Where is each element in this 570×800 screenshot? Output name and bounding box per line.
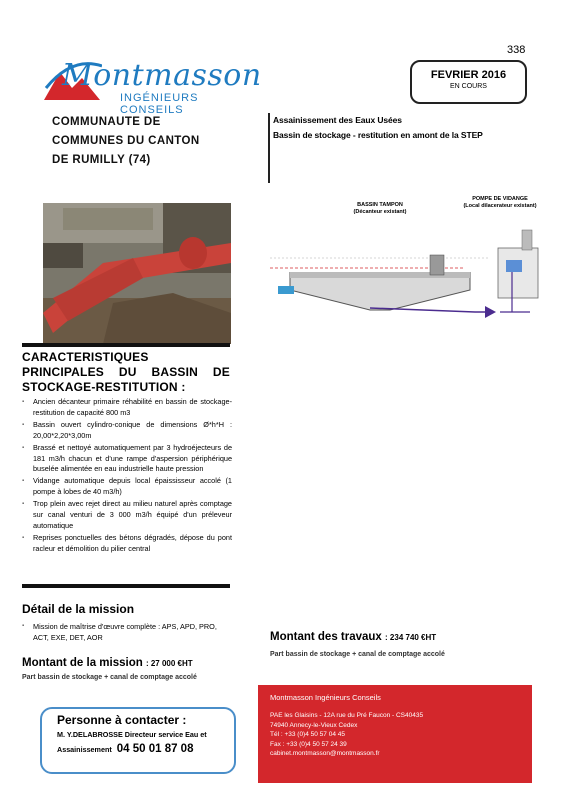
works-amount-heading — [270, 631, 436, 643]
client-line: COMMUNES DU CANTON — [52, 135, 200, 147]
characteristics-list — [22, 397, 232, 556]
contact-role-line — [57, 743, 193, 755]
list-item: ▪ Ancien décanteur primaire réhabilité en bassin de stockage-restitution de capacité 800 m3 — [22, 397, 232, 419]
list-item: ▪ Mission de maîtrise d'œuvre complète : APS, APD, PRO, ACT, EXE, DET, AOR — [22, 621, 232, 643]
project-status: EN COURS — [450, 83, 487, 90]
company-address-2: 74940 Annecy-le-Vieux Cedex — [270, 721, 358, 729]
section-divider — [22, 584, 230, 588]
mission-title: Détail de la mission — [22, 602, 135, 616]
diagram-left-subtitle: (Décanteur existant) — [353, 209, 407, 215]
diagram-right-subtitle: (Local dilacerateur existant) — [463, 203, 537, 209]
tank-cross-section — [260, 200, 550, 332]
mission-amount-detail: Part bassin de stockage + canal de comptage accolé — [22, 674, 197, 681]
project-title-block — [268, 113, 528, 183]
mission-amount-label: Montant de la mission — [22, 657, 143, 669]
list-item: ▪ Vidange automatique depuis local épaississeur accolé (1 pompe à lobes de 40 m3/h) — [22, 476, 232, 498]
characteristics-title: CARACTERISTIQUES PRINCIPALES DU BASSIN DE STOCKAGE-RESTITUTION : — [22, 350, 230, 394]
section-divider — [22, 343, 230, 347]
list-item: ▪ Brassé et nettoyé automatiquement par 3 hydroéjecteurs de 181 m3/h chacun et d'une rampe d'aspersion périphérique buselée alimentée en eau industrielle haute pression — [22, 443, 232, 476]
project-category: Assainissement des Eaux Usées — [273, 115, 402, 125]
contact-role: Assainissement — [57, 745, 112, 754]
works-amount-detail: Part bassin de stockage + canal de comptage accolé — [270, 651, 445, 658]
logo-subtitle: INGÉNIEURS CONSEILS — [120, 92, 199, 116]
company-tel[interactable]: Tél : +33 (0)4 50 57 04 45 — [270, 731, 345, 738]
page-number: 338 — [507, 44, 526, 56]
company-info-box — [258, 685, 532, 783]
diagram-right-title: POMPE DE VIDANGE — [472, 196, 528, 202]
list-item: ▪ Trop plein avec rejet direct au milieu naturel après comptage sur canal venturi de 3 000 m3/h équipé d'un préleveur automatique — [22, 499, 232, 532]
mission-list — [22, 621, 232, 643]
tank-diagram — [260, 196, 550, 332]
works-amount-label: Montant des travaux — [270, 631, 382, 643]
list-item: ▪ Bassin ouvert cylindro-conique de dimensions Ø*h*H : 20,00*2,20*3,00m — [22, 420, 232, 442]
company-logo — [42, 58, 262, 116]
client-name — [52, 113, 252, 170]
company-email[interactable]: cabinet.montmasson@montmasson.fr — [270, 750, 380, 757]
contact-name: M. Y.DELABROSSE Directeur service Eau et — [57, 730, 207, 739]
project-date: FEVRIER 2016 — [430, 69, 507, 81]
mission-amount-value: : 27 000 €HT — [145, 659, 193, 668]
diagram-left-title: BASSIN TAMPON — [357, 202, 403, 208]
works-amount-value: : 234 740 €HT — [385, 633, 437, 642]
client-line: DE RUMILLY (74) — [52, 154, 151, 166]
mission-amount-heading — [22, 657, 193, 669]
client-line: COMMUNAUTE DE — [52, 116, 161, 128]
logo-wordmark: Montmasson — [62, 58, 262, 93]
contact-phone[interactable]: 04 50 01 87 08 — [116, 743, 194, 755]
project-title: Bassin de stockage - restitution en amont de la STEP — [273, 130, 483, 140]
list-item: ▪ Reprises ponctuelles des bétons dégradés, dépose du pont racleur et démolition du pilier central — [22, 533, 232, 555]
contact-title: Personne à contacter : — [57, 713, 187, 727]
company-address-1: PAE les Glaisins - 12A rue du Pré Faucon - CS40435 — [270, 712, 424, 719]
date-box — [410, 60, 527, 104]
company-name: Montmasson Ingénieurs Conseils — [270, 693, 381, 702]
site-photo — [43, 203, 231, 344]
company-fax: Fax : +33 (0)4 50 57 24 39 — [270, 740, 347, 748]
